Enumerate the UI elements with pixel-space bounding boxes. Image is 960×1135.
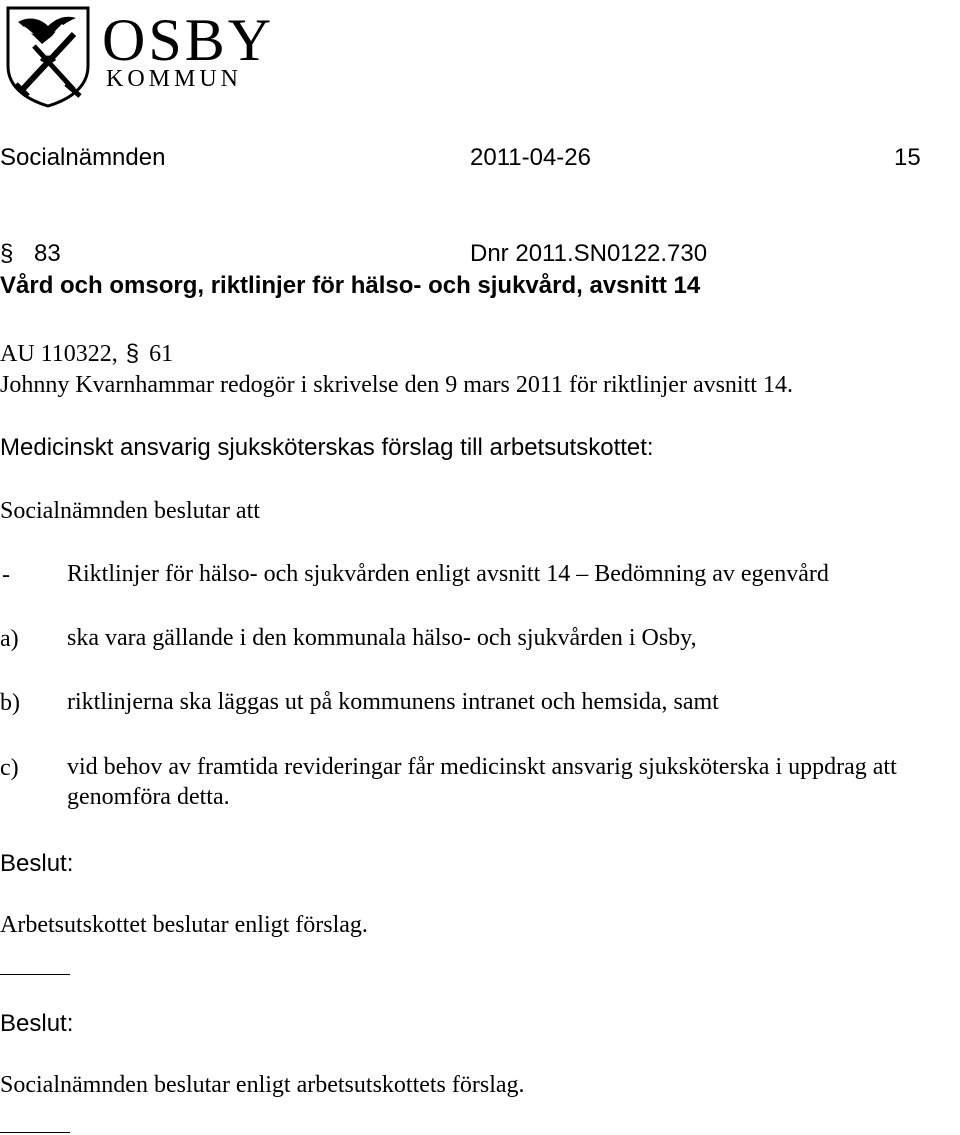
coat-of-arms-icon — [4, 4, 92, 108]
paragraph-number: § 83 — [0, 240, 61, 267]
decision-heading: Beslut: — [0, 850, 74, 877]
header-date: 2011-04-26 — [470, 144, 591, 171]
list-item-label: c) — [0, 755, 19, 781]
decides-text: Socialnämnden beslutar att — [0, 498, 260, 524]
header-committee: Socialnämnden — [0, 144, 166, 171]
paragraph-title: Vård och omsorg, riktlinjer för hälso- och sjukvård, avsnitt 14 — [0, 272, 701, 299]
logo-subtitle: KOMMUN — [106, 66, 243, 92]
logo-name: OSBY — [102, 7, 275, 73]
section-symbol: § — [125, 340, 140, 367]
reference-line: AU 110322, § 61 — [0, 340, 174, 367]
section-symbol: § — [0, 240, 14, 267]
list-item-label: a) — [0, 626, 19, 652]
diary-number: Dnr 2011.SN0122.730 — [470, 240, 708, 267]
separator-line — [0, 974, 70, 975]
separator-line — [0, 1132, 70, 1133]
list-item-text: ska vara gällande i den kommunala hälso- och sjukvården i Osby, — [67, 625, 697, 651]
decision-text: Socialnämnden beslutar enligt arbetsutskottets förslag. — [0, 1072, 525, 1098]
decision-heading: Beslut: — [0, 1010, 74, 1037]
list-item-text: riktlinjerna ska läggas ut på kommunens intranet och hemsida, samt — [67, 689, 719, 715]
list-item-label: b) — [0, 690, 20, 716]
list-item-text: vid behov av framtida revideringar får medicinskt ansvarig sjuksköterska i uppdrag att genomföra detta. — [67, 754, 897, 810]
list-item-text: Riktlinjer för hälso- och sjukvården enligt avsnitt 14 – Bedömning av egenvård — [67, 561, 829, 587]
header-page-number: 15 — [894, 144, 921, 171]
decision-text: Arbetsutskottet beslutar enligt förslag. — [0, 912, 368, 938]
proposal-heading: Medicinskt ansvarig sjuksköterskas förslag till arbetsutskottet: — [0, 434, 654, 461]
list-item-label: - — [2, 562, 10, 588]
intro-text: Johnny Kvarnhammar redogör i skrivelse den 9 mars 2011 för riktlinjer avsnitt 14. — [0, 372, 793, 398]
